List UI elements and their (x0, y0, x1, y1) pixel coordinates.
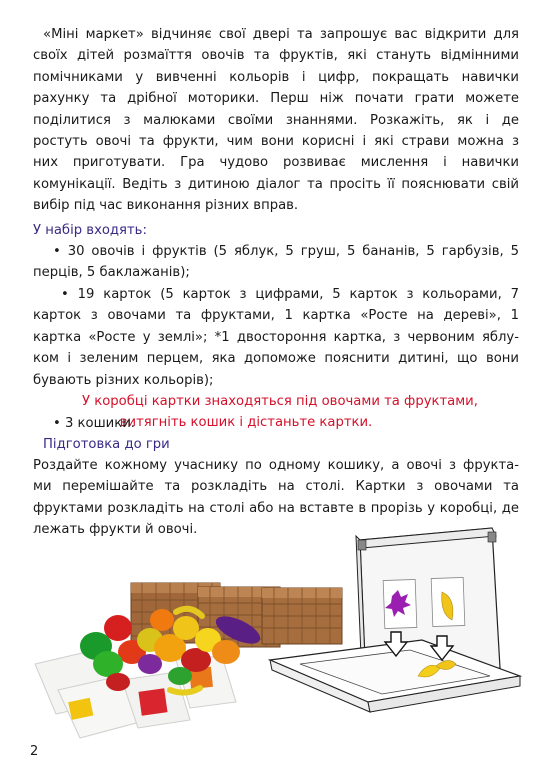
intro-line: помічниками у вивченні кольорів і цифр, покращать навички (33, 69, 519, 85)
red-note-line: витягніть кошик і дістаньте картки. (119, 415, 373, 431)
intro-line: ростуть овочі та фрукти, чим вони корисні і які страви можна з (33, 134, 519, 150)
set-item-line: • 30 овочів і фруктів (5 яблук, 5 груш, 5 бананів, 5 гарбузів, 5 (53, 244, 519, 259)
set-item-line: бувають різних кольорів); (33, 372, 214, 388)
intro-line: рахунку та дрібної моторики. Перш ніж почати грати можете (33, 91, 519, 107)
red-note-line: У коробці картки знаходяться під овочами та фруктами, (82, 394, 478, 409)
prep-line: Роздайте кожному учаснику по одному кошику, а овочі з фрукта- (33, 458, 519, 473)
set-item-line: картка «Росте у землі»; *1 двостороння картка, з червоним яблу- (33, 329, 519, 345)
intro-line: комунікації. Ведіть з дитиною діалог та просіть її пояснювати свій (33, 176, 519, 192)
set-item-line: ком і зеленим перцем, яка допоможе пояснити дитині, що вони (33, 351, 519, 367)
prep-line: лежать фрукти й овочі. (33, 522, 198, 538)
prep-line: фруктами розкладіть на столі або на вставте в прорізь у коробці, де (33, 500, 519, 516)
basket-right (262, 588, 342, 644)
intro-line: вибір під час виконання різних вправ. (33, 198, 299, 214)
page-number: 2 (30, 744, 39, 759)
set-item-line: перців, 5 баклажанів); (33, 265, 190, 281)
set-item-line: • 19 карток (5 карток з цифрами, 5 карток з кольорами, 7 (61, 287, 519, 302)
set-heading: У набір входять: (33, 223, 147, 238)
prep-heading: Підготовка до гри (43, 437, 170, 452)
intro-line: «Міні маркет» відчиняє свої двері та запрошує вас відкрити для (43, 27, 519, 42)
prep-line: ми перемішайте та розкладіть на столі. Картки з овочами та (33, 479, 519, 495)
fruits-vegetables (80, 609, 264, 693)
set-item-line: карток з овочами та фруктами, 1 картка «Росте на дереві», 1 (33, 308, 519, 324)
set-item-line: • 3 кошики. (53, 416, 135, 431)
intro-line: своїх дітей розмаїття овочів та фруктів, які стануть відмінними (33, 48, 519, 64)
intro-line: поділитися з малюками своїми знаннями. Розкажіть, як і де (33, 112, 519, 128)
intro-line: них приготувати. Гра чудово розвиває мислення і навички (33, 155, 519, 171)
